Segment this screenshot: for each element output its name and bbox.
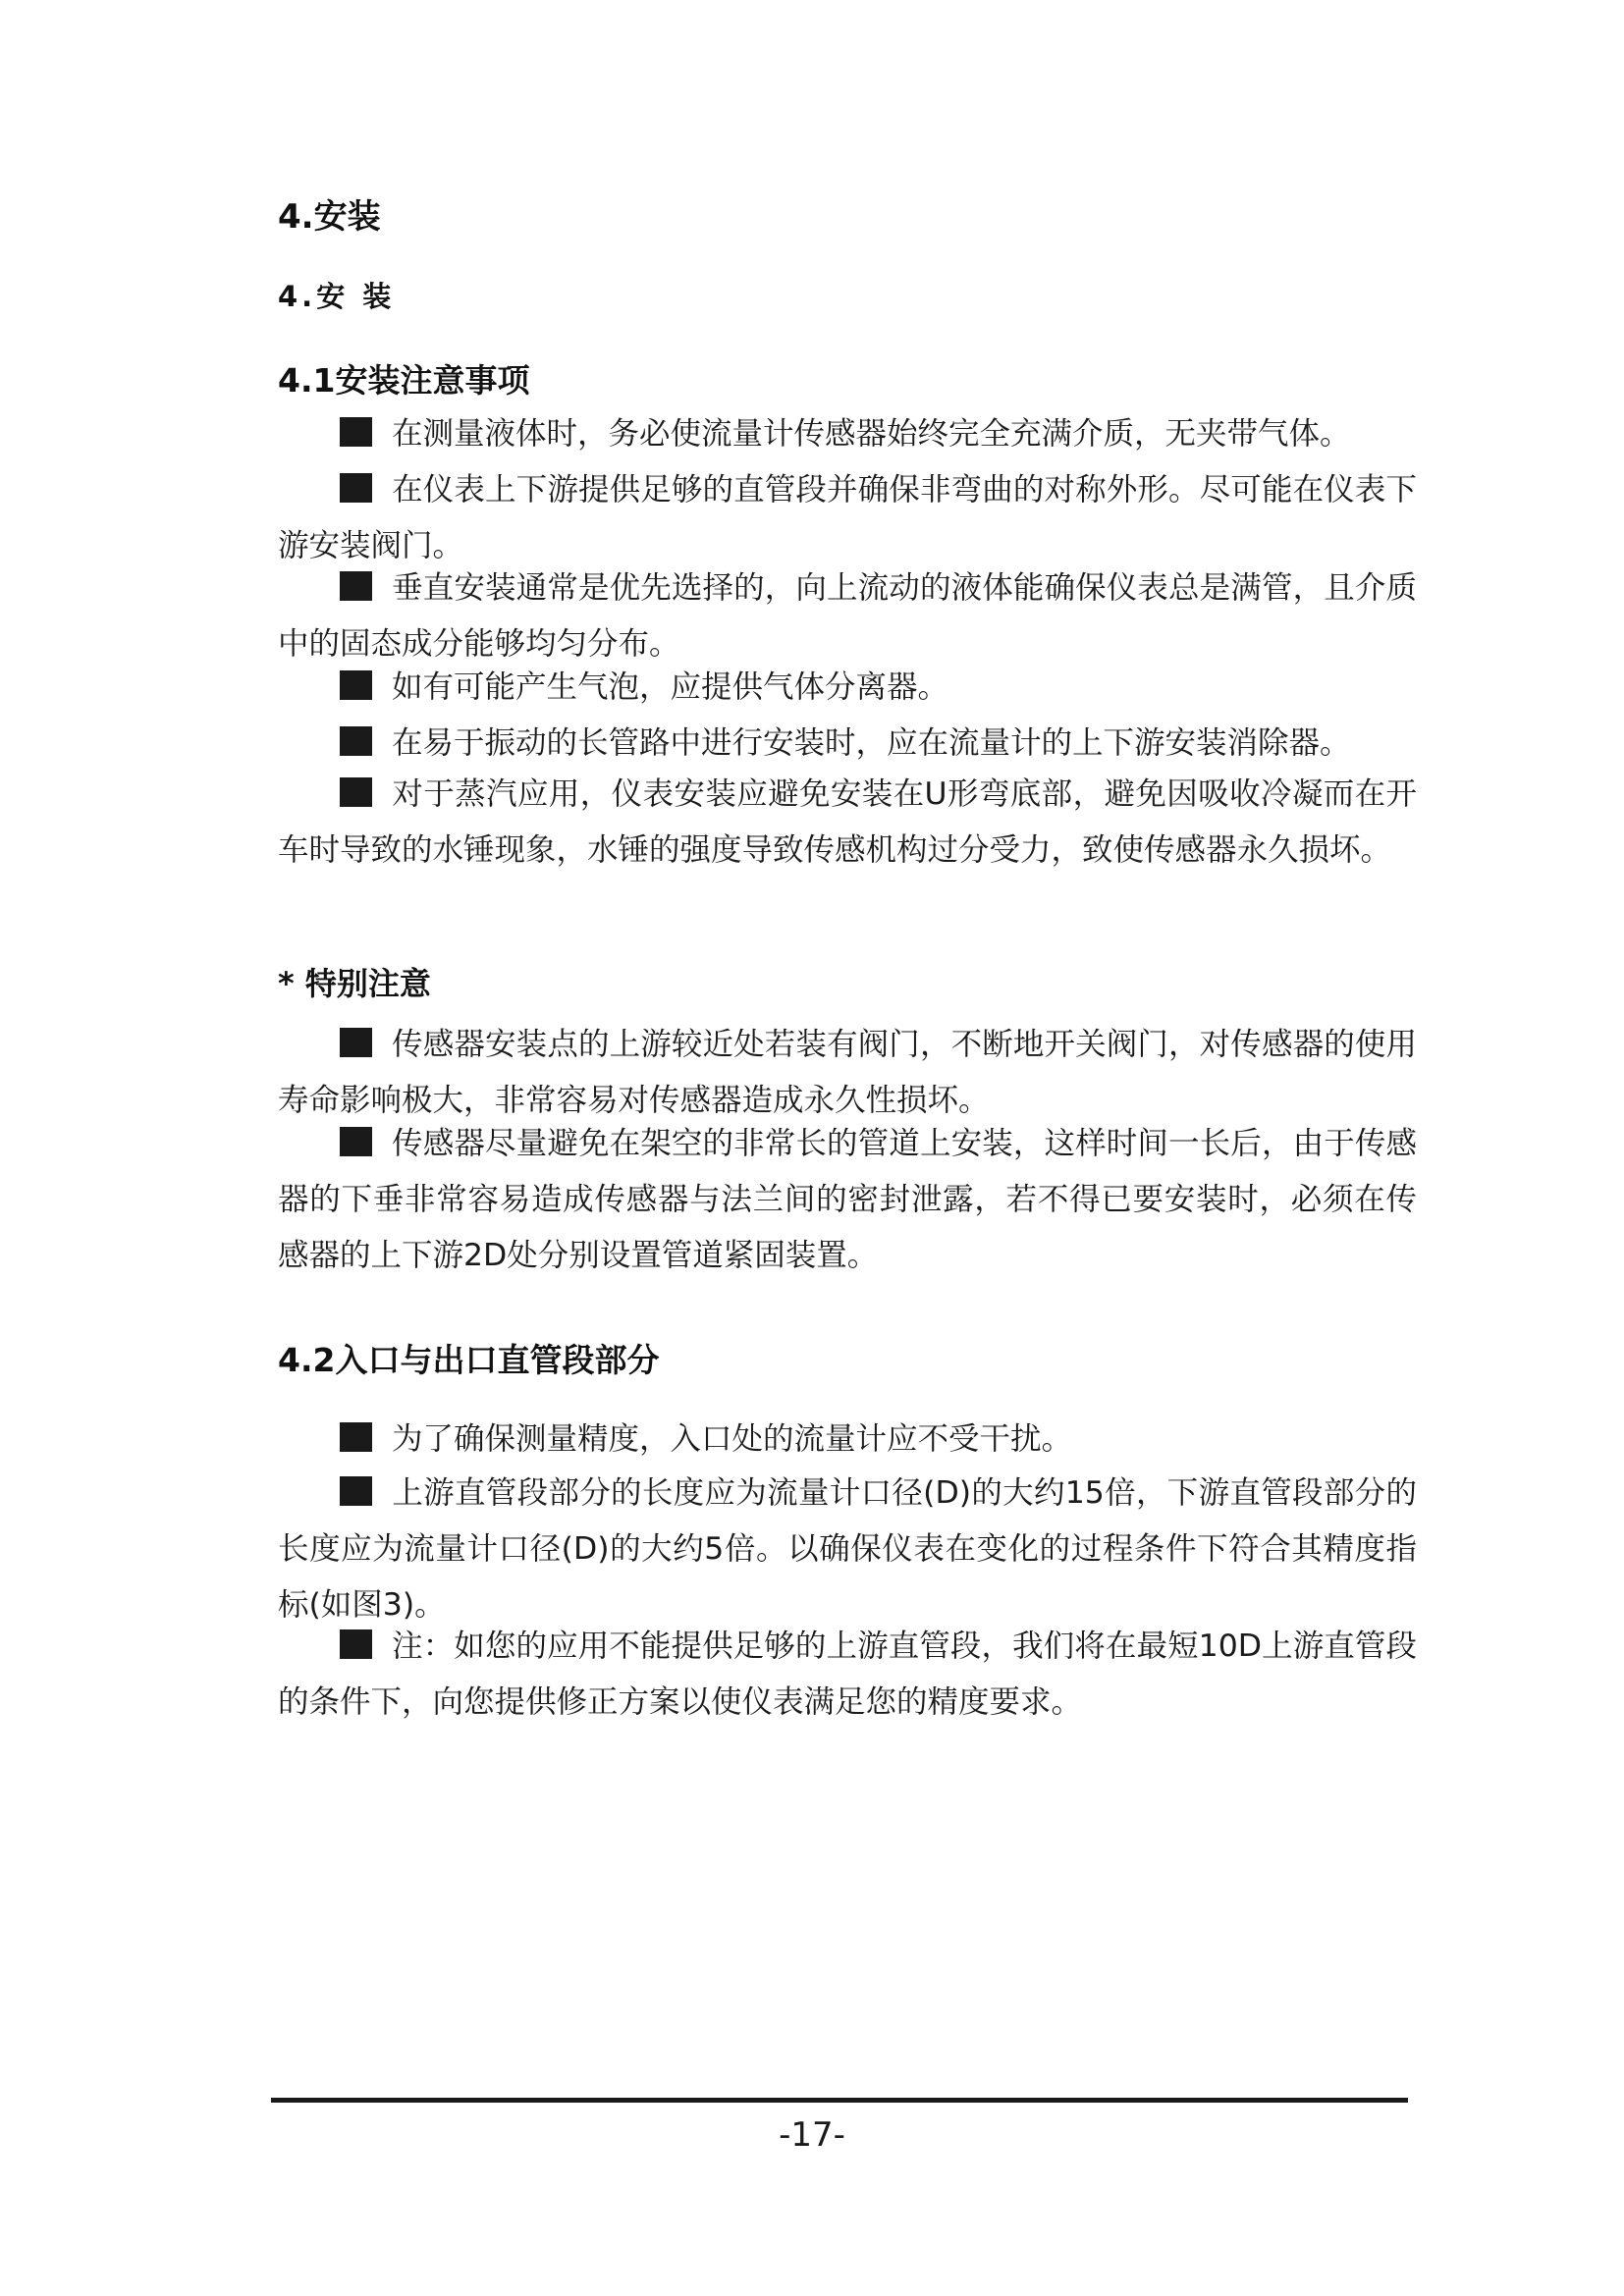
- chapter-subtitle: 4.安 装: [278, 280, 396, 313]
- paragraph-text: 上游直管段部分的长度应为流量计口径(D)的大约15倍，下游直管段部分的长度应为流量计口径(D)的大约5倍。以确保仪表在变化的过程条件下符合其精度指标(如图3)。: [278, 1475, 1417, 1623]
- paragraph-text: 注：如您的应用不能提供足够的上游直管段，我们将在最短10D上游直管段的条件下，向您提供修正方案以使仪表满足您的精度要求。: [278, 1629, 1417, 1720]
- paragraph: [278, 767, 1417, 879]
- bullet-square-icon: [340, 1127, 372, 1156]
- paragraph: [278, 660, 1417, 716]
- bullet-square-icon: [340, 1422, 372, 1452]
- footer-divider: [271, 2098, 1408, 2103]
- paragraph: [278, 561, 1417, 672]
- paragraph: [278, 1017, 1417, 1129]
- paragraph-text: 如有可能产生气泡，应提供气体分离器。: [392, 669, 949, 705]
- bullet-square-icon: [340, 1028, 372, 1057]
- special-note-title: * 特别注意: [278, 965, 431, 1002]
- paragraph: [278, 1619, 1417, 1731]
- section-title-installation-notes: 4.1安装注意事项: [278, 361, 530, 400]
- bullet-square-icon: [340, 417, 372, 447]
- paragraph-text: 垂直安装通常是优先选择的，向上流动的液体能确保仪表总是满管，且介质中的固态成分能够均匀分布。: [278, 570, 1417, 662]
- bullet-square-icon: [340, 726, 372, 756]
- paragraph-text: 为了确保测量精度，入口处的流量计应不受干扰。: [392, 1421, 1073, 1457]
- bullet-square-icon: [340, 1476, 372, 1506]
- paragraph: [278, 406, 1417, 462]
- page-number: -17-: [779, 2115, 845, 2155]
- paragraph-text: 传感器安装点的上游较近处若装有阀门，不断地开关阀门，对传感器的使用寿命影响极大，非常容易对传感器造成永久性损坏。: [278, 1027, 1417, 1118]
- bullet-square-icon: [340, 1629, 372, 1659]
- chapter-title: 4.安装: [278, 197, 381, 237]
- paragraph: [278, 1116, 1417, 1284]
- paragraph-text: 在易于振动的长管路中进行安装时，应在流量计的上下游安装消除器。: [392, 725, 1351, 761]
- paragraph-text: 传感器尽量避免在架空的非常长的管道上安装，这样时间一长后，由于传感器的下垂非常容易造成传感器与法兰间的密封泄露，若不得已要安装时，必须在传感器的上下游2D处分别设置管道紧固装置。: [278, 1126, 1417, 1273]
- paragraph: [278, 716, 1417, 772]
- paragraph: [278, 1412, 1417, 1468]
- paragraph-text: 在仪表上下游提供足够的直管段并确保非弯曲的对称外形。尽可能在仪表下游安装阀门。: [278, 472, 1417, 563]
- bullet-square-icon: [340, 473, 372, 503]
- bullet-square-icon: [340, 777, 372, 807]
- bullet-square-icon: [340, 571, 372, 601]
- paragraph: [278, 462, 1417, 574]
- paragraph: [278, 1466, 1417, 1633]
- section-title-straight-pipe: 4.2入口与出口直管段部分: [278, 1341, 660, 1379]
- bullet-square-icon: [340, 670, 372, 700]
- paragraph-text: 在测量液体时，务必使流量计传感器始终完全充满介质，无夹带气体。: [392, 416, 1351, 452]
- paragraph-text: 对于蒸汽应用，仪表安装应避免安装在U形弯底部，避免因吸收冷凝而在开车时导致的水锤现象，水锤的强度导致传感机构过分受力，致使传感器永久损坏。: [278, 776, 1417, 868]
